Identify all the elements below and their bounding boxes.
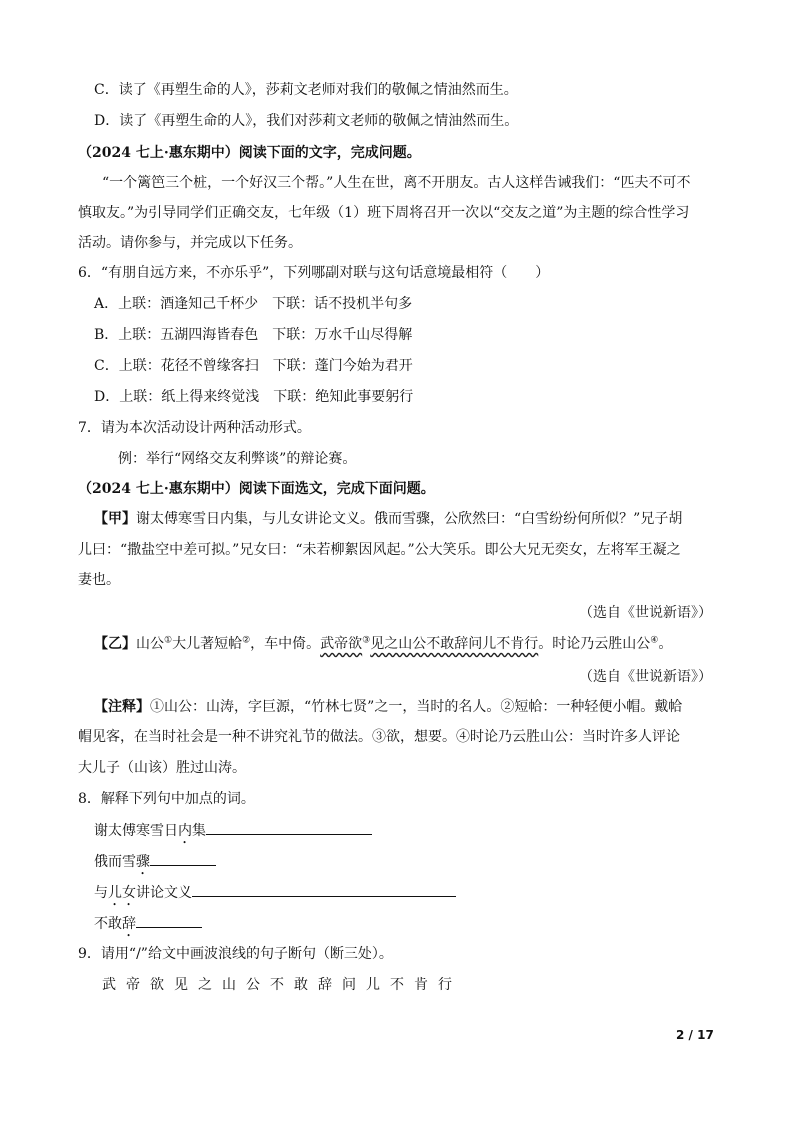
answer-blank-4[interactable] [136, 913, 202, 928]
passage1-source: （2024 七上·惠东期中）阅读下面的文字，完成问题。 [78, 145, 421, 161]
q6-option-b: B．上联：五湖四海皆春色 下联：万水千山尽得解 [94, 327, 413, 343]
q5-option-c: C．读了《再塑生命的人》，莎莉文老师对我们的敬佩之情油然而生。 [94, 82, 518, 98]
note-marker-1: ① [164, 635, 173, 646]
note-marker-4: ④ [650, 635, 659, 646]
note-marker-3: ③ [362, 635, 371, 646]
q9-sentence[interactable]: 武帝欲见之山公不敢辞问儿不肯行 [102, 977, 462, 993]
q6-option-d: D．上联：纸上得来终觉浅 下联：绝知此事要躬行 [94, 389, 414, 405]
dotted-word-neiji: 内集 [220, 511, 248, 527]
q8-stem: 8．解释下列句中加点的词。 [78, 791, 255, 807]
q7-example: 例：举行“网络交友利弊谈”的辩论赛。 [118, 451, 357, 467]
answer-blank-1[interactable] [206, 820, 372, 835]
answer-blank-3[interactable] [192, 882, 456, 897]
answer-blank-2[interactable] [150, 851, 216, 866]
dotted-word-ernv: 儿女 [276, 511, 304, 527]
dotted-char-zhou: 骤 [136, 854, 150, 870]
notes-line3: 大儿子（山该）胜过山涛。 [78, 760, 246, 776]
notes-line1: 【注释】①山公：山涛，字巨源，“竹林七贤”之一，当时的名人。②短帢：一种轻便小帽。戴帢 [94, 699, 683, 715]
q8-item-4: 不敢辞 [94, 913, 202, 940]
q8-item-2: 俄而雪骤 [94, 851, 216, 878]
notes-line2: 帽见客，在当时社会是一种不讲究礼节的做法。③欲，想要。④时论乃云胜山公：当时许多人评论 [78, 729, 680, 745]
wavy-sentence-part1: 武帝欲 [320, 636, 363, 652]
q6-option-c: C．上联：花径不曾缘客扫 下联：蓬门今始为君开 [94, 358, 413, 374]
dotted-char-er: 儿 [108, 885, 122, 901]
q8-item-3: 与儿女讲论文义 [94, 882, 456, 909]
note-marker-2: ② [242, 635, 251, 646]
q9-stem: 9．请用“/”给文中画波浪线的句子断句（断三处）。 [78, 946, 393, 962]
passage2-source: （2024 七上·惠东期中）阅读下面选文，完成下面问题。 [78, 481, 435, 497]
passage2-jia-line2: 儿曰：“撒盐空中差可拟。”兄女曰：“未若柳絮因风起。”公大笑乐。即公大兄无奕女，左将军王凝之 [78, 542, 681, 558]
passage1-para-line1: “一个篱笆三个桩，一个好汉三个帮。”人生在世，离不开朋友。古人这样告诫我们：“匹夫不可不 [102, 175, 691, 191]
dotted-char-ci: 辞 [122, 916, 136, 932]
q5-option-d: D．读了《再塑生命的人》，我们对莎莉文老师的敬佩之情油然而生。 [94, 113, 519, 129]
jia-label: 【甲】 [94, 511, 136, 527]
passage2-jia-line3: 妻也。 [78, 572, 120, 588]
yi-citation: （选自《世说新语》） [579, 669, 712, 685]
q7-stem: 7．请为本次活动设计两种活动形式。 [78, 420, 311, 436]
jia-citation: （选自《世说新语》） [579, 605, 712, 621]
page-number: 2 / 17 [676, 1028, 714, 1042]
passage1-para-line3: 活动。请你参与，并完成以下任务。 [78, 235, 302, 251]
yi-label: 【乙】 [94, 636, 136, 652]
passage2-jia-line1: 【甲】谢太傅寒雪日内集，与儿女讲论文义。俄而雪骤，公欣然曰：“白雪纷纷何所似？”兄子胡 [94, 511, 683, 527]
dotted-char-nv: 女 [122, 885, 136, 901]
wavy-sentence-part2: 见之山公不敢辞问儿不肯行 [370, 636, 539, 652]
q6-stem: 6．“有朋自远方来，不亦乐乎”，下列哪副对联与这句话意境最相符（ ） [78, 265, 550, 281]
passage2-yi-line: 【乙】山公①大儿著短帢②，车中倚。武帝欲③见之山公不敢辞问儿不肯行。时论乃云胜山公④。 [94, 635, 673, 652]
passage1-para-line2: 慎取友。”为引导同学们正确交友，七年级（1）班下周将召开一次以“交友之道”为主题的综合性学习 [78, 205, 690, 221]
dotted-char-nei: 内 [178, 823, 192, 839]
notes-label: 【注释】 [94, 699, 150, 715]
q6-option-a: A．上联：酒逢知己千杯少 下联：话不投机半句多 [94, 296, 413, 312]
q8-item-1: 谢太傅寒雪日内集 [94, 820, 372, 847]
